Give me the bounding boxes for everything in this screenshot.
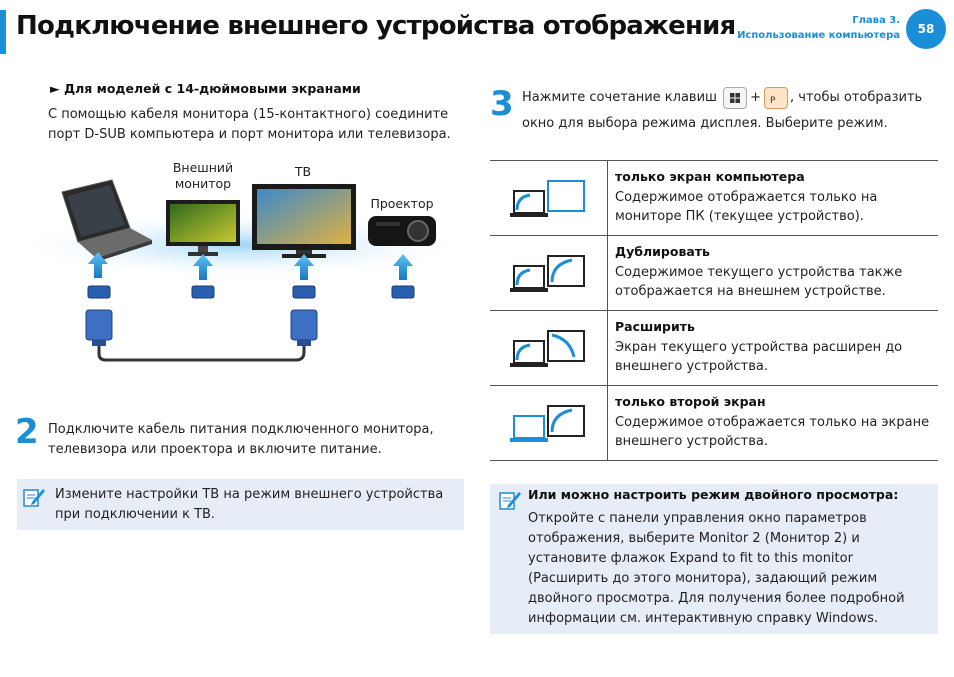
extend-icon: [490, 311, 608, 386]
step-2-text: Подключите кабель питания подключенного монитора, телевизора или проектора и включите питание.: [48, 422, 434, 457]
port-projector-icon: [392, 286, 414, 298]
chapter-label: [737, 13, 900, 43]
vga-plug-left-icon: [86, 310, 112, 346]
mode-row-extend: [490, 311, 938, 386]
note-pencil-icon: [498, 488, 522, 512]
mode-row-pc-only: [490, 161, 938, 236]
mode-icon-cell: [490, 386, 608, 460]
mode-icon-cell: [490, 236, 608, 310]
windows-logo-icon: [724, 88, 746, 108]
dual-view-note-title: Или можно настроить режим двойного просмотра:: [528, 487, 899, 502]
display-modes-table: [490, 160, 938, 461]
chapter-name: Использование компьютера: [737, 30, 900, 41]
connection-diagram: [0, 150, 470, 380]
step-3-text-before: Нажмите сочетание клавиш: [522, 90, 717, 105]
mode-description: Экран текущего устройства расширен до внешнего устройства.: [615, 340, 903, 374]
dual-view-note-text: Откройте с панели управления окно параметров отображения, выберите Monitor 2 (Монитор 2) и установите флажок Expand to fit to this monitor (Расширить до этого монитора), задающий режим двойного просмотра. Для получения более подробной информации см. интерактивную справку Windows.: [528, 511, 905, 626]
p-key-label: P: [770, 95, 776, 106]
label-external-monitor: Внешний монитор: [172, 160, 234, 191]
page-number-badge: 58: [906, 9, 946, 49]
vga-plug-right-icon: [291, 310, 317, 346]
label-projector: Проектор: [370, 196, 434, 211]
note-pencil-icon: [22, 485, 46, 509]
mode-row-second-only: [490, 386, 938, 461]
tv-note-text: Измените настройки ТВ на режим внешнего устройства при подключении к ТВ.: [55, 487, 444, 522]
step-3-text-after: , чтобы отобразить окно для выбора режима дисплея. Выберите режим.: [522, 90, 923, 131]
pc-screen-only-icon: [490, 161, 608, 236]
header-accent-bar: [0, 10, 6, 54]
step-3-number: 3: [490, 84, 514, 124]
port-monitor-icon: [192, 286, 214, 298]
windows-key: [723, 87, 747, 109]
port-laptop-icon: [88, 286, 110, 298]
mode-title: только второй экран: [615, 394, 766, 409]
key-plus: +: [750, 90, 761, 105]
mode-title: Дублировать: [615, 244, 710, 259]
p-key: [764, 87, 788, 109]
mode-title: только экран компьютера: [615, 169, 805, 184]
mode-description: Содержимое отображается только на экране внешнего устройства.: [615, 415, 930, 449]
duplicate-icon: [490, 236, 608, 311]
mode-row-duplicate: [490, 236, 938, 311]
mode-icon-cell: [490, 161, 608, 235]
page-title: Подключение внешнего устройства отображения: [16, 11, 736, 41]
projector-icon: [368, 216, 436, 246]
mode-description: Содержимое отображается только на мониторе ПК (текущее устройство).: [615, 190, 878, 224]
vga-cable: [99, 346, 304, 360]
second-screen-only-icon: [490, 386, 608, 461]
tv-note-box: [17, 479, 464, 530]
step-2-number: 2: [15, 412, 39, 452]
mode-description: Содержимое текущего устройства также отображается на внешнем устройстве.: [615, 265, 903, 299]
mode-title: Расширить: [615, 319, 695, 334]
chapter-number: Глава 3.: [852, 15, 900, 26]
dual-view-note-box: [490, 484, 938, 634]
intro-paragraph: С помощью кабеля монитора (15-контактного) соедините порт D-SUB компьютера и порт монитора или телевизора.: [48, 107, 451, 142]
port-tv-icon: [293, 286, 315, 298]
tv-icon: [252, 184, 356, 258]
mode-icon-cell: [490, 311, 608, 385]
models-subheading: ► Для моделей с 14-дюймовыми экранами: [50, 81, 361, 96]
step-3-text: [522, 85, 942, 137]
label-tv: ТВ: [294, 164, 312, 179]
